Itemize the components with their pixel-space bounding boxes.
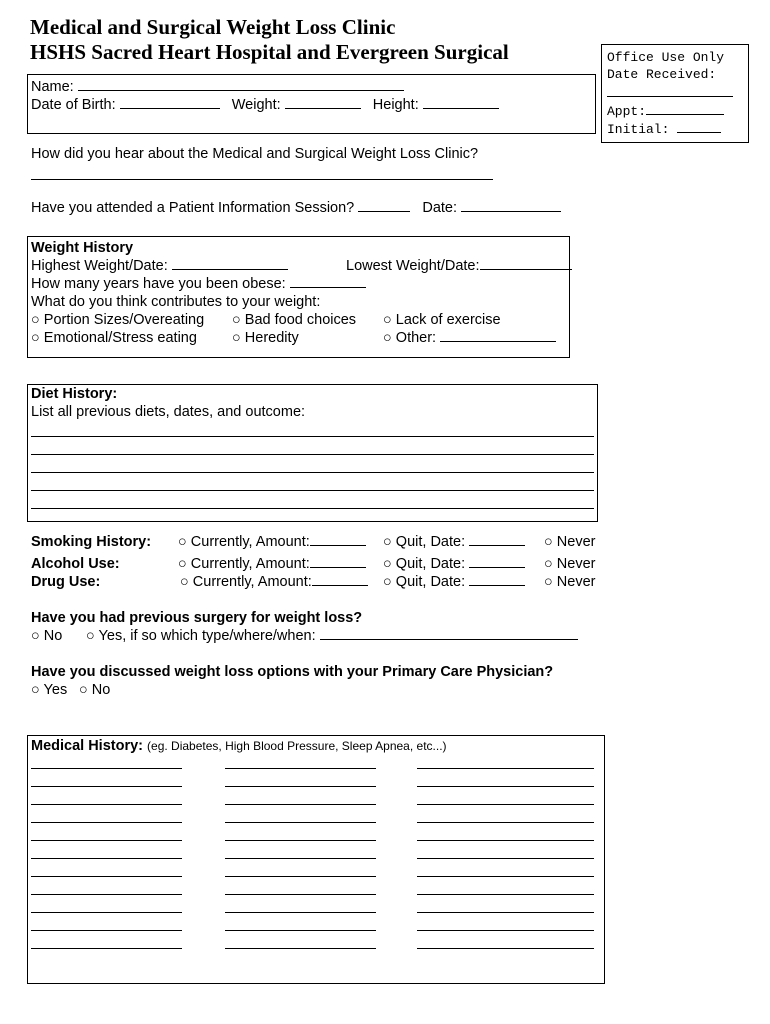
option-portion-label: Portion Sizes/Overeating xyxy=(43,312,205,328)
medical-history-line[interactable] xyxy=(417,930,594,931)
radio-icon[interactable]: ○ xyxy=(383,556,392,572)
radio-icon[interactable]: ○ xyxy=(31,682,40,698)
previous-surgery-no[interactable] xyxy=(31,627,62,645)
info-session-question: Have you attended a Patient Information Session? xyxy=(31,200,355,216)
years-obese-field[interactable] xyxy=(290,275,366,288)
medical-history-line[interactable] xyxy=(417,948,594,949)
option-exercise-label: Lack of exercise xyxy=(395,312,501,328)
dob-field[interactable] xyxy=(120,96,220,109)
info-session-date-label: Date: xyxy=(422,200,458,216)
name-row xyxy=(31,78,404,96)
drug-currently[interactable] xyxy=(180,573,368,591)
no-label: No xyxy=(43,628,63,644)
diet-history-line[interactable] xyxy=(31,472,594,473)
alcohol-label: Alcohol Use: xyxy=(31,556,120,572)
option-emotional[interactable] xyxy=(31,329,197,347)
alcohol-quit-date-field[interactable] xyxy=(469,555,525,568)
smoking-quit-date-field[interactable] xyxy=(469,533,525,546)
drug-never[interactable] xyxy=(544,573,595,591)
diet-history-line[interactable] xyxy=(31,454,594,455)
medical-history-line[interactable] xyxy=(31,876,182,877)
radio-icon[interactable]: ○ xyxy=(383,534,392,550)
medical-history-line[interactable] xyxy=(225,822,376,823)
alcohol-currently[interactable] xyxy=(178,555,366,573)
quit-label: Quit, Date: xyxy=(395,534,466,550)
radio-icon[interactable]: ○ xyxy=(544,574,553,590)
medical-history-line[interactable] xyxy=(225,894,376,895)
medical-history-line[interactable] xyxy=(31,948,182,949)
never-label: Never xyxy=(556,556,596,572)
clinic-title: Medical and Surgical Weight Loss Clinic xyxy=(30,15,396,39)
medical-history-line[interactable] xyxy=(225,768,376,769)
previous-surgery-yes[interactable] xyxy=(86,627,578,645)
radio-icon[interactable]: ○ xyxy=(178,534,187,550)
radio-icon[interactable]: ○ xyxy=(178,556,187,572)
diet-history-instruction: List all previous diets, dates, and outcome: xyxy=(31,404,306,420)
medical-history-line[interactable] xyxy=(417,858,594,859)
name-label: Name: xyxy=(31,79,74,95)
currently-label: Currently, Amount: xyxy=(192,574,312,590)
hospital-title: HSHS Sacred Heart Hospital and Evergreen Surgical xyxy=(30,40,509,64)
medical-history-line[interactable] xyxy=(225,858,376,859)
referral-answer-field[interactable] xyxy=(31,179,493,180)
medical-history-line[interactable] xyxy=(225,804,376,805)
radio-icon[interactable]: ○ xyxy=(544,534,553,550)
dob-row xyxy=(31,96,499,114)
medical-history-line[interactable] xyxy=(225,876,376,877)
lowest-weight-label: Lowest Weight/Date: xyxy=(346,258,480,274)
appt-field[interactable] xyxy=(646,102,724,115)
never-label: Never xyxy=(556,534,596,550)
height-label: Height: xyxy=(372,97,419,113)
medical-history-line[interactable] xyxy=(417,786,594,787)
medical-history-examples: (eg. Diabetes, High Blood Pressure, Sleep Apnea, etc...) xyxy=(147,739,447,753)
weight-history-heading: Weight History xyxy=(31,240,134,256)
option-emotional-label: Emotional/Stress eating xyxy=(43,330,197,346)
quit-label: Quit, Date: xyxy=(395,556,466,572)
years-obese-row xyxy=(31,275,366,293)
option-heredity[interactable] xyxy=(232,329,299,347)
weight-field[interactable] xyxy=(285,96,361,109)
radio-icon[interactable]: ○ xyxy=(31,312,40,328)
height-field[interactable] xyxy=(423,96,499,109)
alcohol-never[interactable] xyxy=(544,555,595,573)
medical-history-line[interactable] xyxy=(225,930,376,931)
medical-history-line[interactable] xyxy=(31,840,182,841)
radio-icon[interactable]: ○ xyxy=(232,312,241,328)
contributes-label: What do you think contributes to your weight: xyxy=(31,294,321,310)
medical-history-line[interactable] xyxy=(417,840,594,841)
smoking-label: Smoking History: xyxy=(31,534,152,550)
never-label: Never xyxy=(556,574,596,590)
smoking-amount-field[interactable] xyxy=(310,533,366,546)
diet-history-heading: Diet History: xyxy=(31,386,118,402)
medical-history-line[interactable] xyxy=(31,894,182,895)
medical-history-line[interactable] xyxy=(225,840,376,841)
drug-quit-date-field[interactable] xyxy=(469,573,525,586)
referral-question: How did you hear about the Medical and Surgical Weight Loss Clinic? xyxy=(31,146,479,162)
option-bad-food-label: Bad food choices xyxy=(244,312,357,328)
yes-label: Yes, if so which type/where/when: xyxy=(98,628,316,644)
medical-history-line[interactable] xyxy=(417,876,594,877)
option-heredity-label: Heredity xyxy=(244,330,299,346)
initial-field[interactable] xyxy=(677,120,721,133)
smoking-never[interactable] xyxy=(544,533,595,551)
radio-icon[interactable]: ○ xyxy=(383,330,392,346)
drug-amount-field[interactable] xyxy=(312,573,368,586)
office-use-title: Office Use Only xyxy=(607,50,725,65)
weight-label: Weight: xyxy=(231,97,281,113)
alcohol-quit[interactable] xyxy=(383,555,525,573)
medical-history-line[interactable] xyxy=(417,912,594,913)
medical-history-line[interactable] xyxy=(417,768,594,769)
smoking-quit[interactable] xyxy=(383,533,525,551)
radio-icon[interactable]: ○ xyxy=(86,628,95,644)
quit-label: Quit, Date: xyxy=(395,574,466,590)
pcp-question: Have you discussed weight loss options with your Primary Care Physician? xyxy=(31,664,554,680)
currently-label: Currently, Amount: xyxy=(190,534,310,550)
medical-history-line[interactable] xyxy=(417,822,594,823)
radio-icon[interactable]: ○ xyxy=(544,556,553,572)
medical-history-box xyxy=(27,735,605,984)
highest-weight-row xyxy=(31,257,288,275)
medical-history-line[interactable] xyxy=(31,930,182,931)
no-label: No xyxy=(91,682,111,698)
pcp-no[interactable] xyxy=(79,681,110,699)
info-session-date-field[interactable] xyxy=(461,199,561,212)
medical-history-line[interactable] xyxy=(31,786,182,787)
medical-history-line[interactable] xyxy=(417,894,594,895)
option-exercise[interactable] xyxy=(383,311,501,329)
radio-icon[interactable]: ○ xyxy=(79,682,88,698)
alcohol-amount-field[interactable] xyxy=(310,555,366,568)
dob-label: Date of Birth: xyxy=(31,97,116,113)
medical-history-line[interactable] xyxy=(225,786,376,787)
lowest-weight-field[interactable] xyxy=(480,257,572,270)
date-received-label: Date Received: xyxy=(607,67,717,82)
radio-icon[interactable]: ○ xyxy=(31,628,40,644)
radio-icon[interactable]: ○ xyxy=(232,330,241,346)
medical-history-header xyxy=(31,737,447,755)
medical-history-line[interactable] xyxy=(31,858,182,859)
previous-surgery-details-field[interactable] xyxy=(320,627,578,640)
years-obese-label: How many years have you been obese: xyxy=(31,276,286,292)
appt-label: Appt: xyxy=(607,104,647,119)
initial-label: Initial: xyxy=(607,122,670,137)
highest-weight-label: Highest Weight/Date: xyxy=(31,258,168,274)
diet-history-line[interactable] xyxy=(31,436,594,437)
pcp-yes[interactable] xyxy=(31,681,67,699)
previous-surgery-question: Have you had previous surgery for weight loss? xyxy=(31,610,363,626)
date-received-field[interactable] xyxy=(607,96,733,97)
appt-row xyxy=(607,102,724,121)
radio-icon[interactable]: ○ xyxy=(383,312,392,328)
radio-icon[interactable]: ○ xyxy=(180,574,189,590)
option-other-label: Other: xyxy=(395,330,437,346)
medical-history-line[interactable] xyxy=(417,804,594,805)
currently-label: Currently, Amount: xyxy=(190,556,310,572)
medical-history-line[interactable] xyxy=(31,768,182,769)
smoking-currently[interactable] xyxy=(178,533,366,551)
initial-row xyxy=(607,120,721,139)
lowest-weight-row xyxy=(346,257,572,275)
name-field[interactable] xyxy=(78,78,404,91)
medical-history-line[interactable] xyxy=(31,804,182,805)
diet-history-line[interactable] xyxy=(31,490,594,491)
medical-history-line[interactable] xyxy=(225,912,376,913)
medical-history-line[interactable] xyxy=(31,822,182,823)
radio-icon[interactable]: ○ xyxy=(383,574,392,590)
option-bad-food[interactable] xyxy=(232,311,356,329)
option-other-field[interactable] xyxy=(440,329,556,342)
info-session-answer-field[interactable] xyxy=(358,199,410,212)
info-session-row xyxy=(31,199,561,217)
highest-weight-field[interactable] xyxy=(172,257,288,270)
drug-label: Drug Use: xyxy=(31,574,101,590)
radio-icon[interactable]: ○ xyxy=(31,330,40,346)
medical-history-line[interactable] xyxy=(225,948,376,949)
medical-history-heading: Medical History: xyxy=(31,738,143,754)
option-other[interactable] xyxy=(383,329,556,347)
medical-history-line[interactable] xyxy=(31,912,182,913)
option-portion[interactable] xyxy=(31,311,204,329)
drug-quit[interactable] xyxy=(383,573,525,591)
yes-label: Yes xyxy=(43,682,68,698)
diet-history-line[interactable] xyxy=(31,508,594,509)
